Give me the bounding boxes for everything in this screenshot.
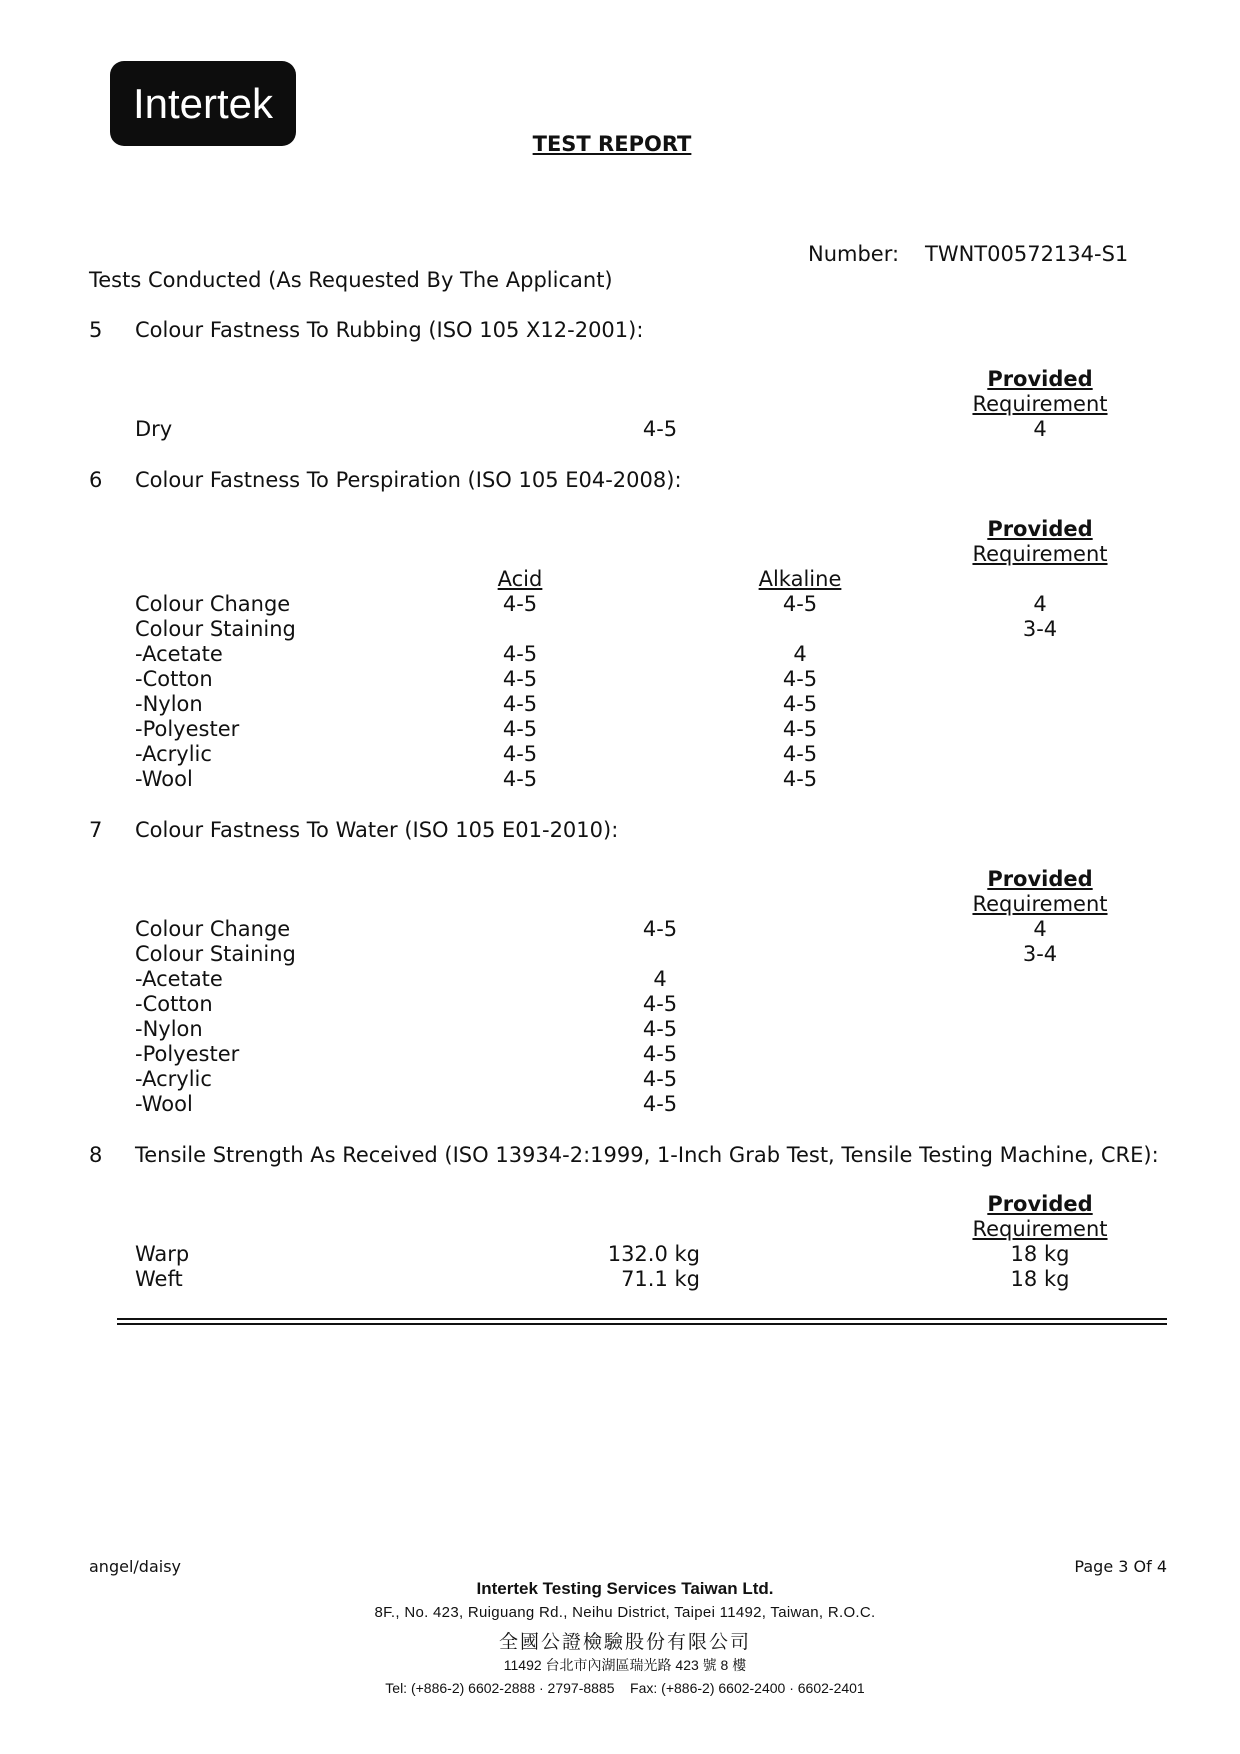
- provided-label: Provided: [987, 867, 1093, 891]
- preparer-initials: angel/daisy: [89, 1557, 181, 1576]
- row-label: Colour Staining: [135, 617, 296, 641]
- row-alkaline: 4-5: [782, 592, 818, 616]
- section-number: 6: [89, 468, 103, 492]
- section-title: Tensile Strength As Received (ISO 13934-2:1999, 1-Inch Grab Test, Tensile Testing Machine, CRE):: [135, 1143, 1159, 1167]
- row-acid: 4-5: [502, 642, 538, 666]
- footer-address-chinese: 11492 台北市內湖區瑞光路 423 號 8 樓: [503, 1657, 747, 1673]
- requirement-label: Requirement: [972, 542, 1108, 566]
- row-label: -Nylon: [135, 692, 203, 716]
- row-requirement: 4: [1033, 917, 1047, 941]
- row-label: Weft: [135, 1267, 183, 1291]
- logo-text: Intertek: [132, 79, 274, 127]
- row-value: 4-5: [642, 1017, 678, 1041]
- row-label: -Polyester: [135, 1042, 240, 1066]
- row-alkaline: 4-5: [782, 667, 818, 691]
- requirement-label: Requirement: [972, 392, 1108, 416]
- row-acid: 4-5: [502, 717, 538, 741]
- footer-address: 8F., No. 423, Ruiguang Rd., Neihu District, Taipei 11492, Taiwan, R.O.C.: [374, 1604, 876, 1621]
- acid-column-header: Acid: [497, 567, 543, 591]
- row-label: Colour Change: [135, 592, 291, 616]
- footer-company-chinese: 全國公證檢驗股份有限公司: [498, 1632, 751, 1653]
- requirement-label: Requirement: [972, 892, 1108, 916]
- provided-label: Provided: [987, 1192, 1093, 1216]
- row-label: Colour Change: [135, 917, 291, 941]
- report-number: TWNT00572134-S1: [925, 242, 1129, 266]
- row-label: Warp: [135, 1242, 190, 1266]
- requirement-label: Requirement: [972, 1217, 1108, 1241]
- row-value: 4-5: [642, 992, 678, 1016]
- row-alkaline: 4-5: [782, 692, 818, 716]
- number-label: Number:: [808, 242, 900, 266]
- provided-label: Provided: [987, 517, 1093, 541]
- row-requirement: 18 kg: [1010, 1242, 1070, 1266]
- row-acid: 4-5: [502, 742, 538, 766]
- row-value: 4: [653, 967, 667, 991]
- section-number: 7: [89, 818, 103, 842]
- divider-line: [117, 1318, 1167, 1320]
- row-acid: 4-5: [502, 692, 538, 716]
- tests-conducted-heading: Tests Conducted (As Requested By The Applicant): [89, 268, 613, 292]
- section-number: 5: [89, 318, 103, 342]
- footer-contact: Tel: (+886-2) 6602-2888 · 2797-8885 Fax: (+886-2) 6602-2400 · 6602-2401: [385, 1680, 865, 1696]
- row-label: -Wool: [135, 1092, 193, 1116]
- row-alkaline: 4: [793, 642, 807, 666]
- row-label: -Polyester: [135, 717, 240, 741]
- section-title: Colour Fastness To Water (ISO 105 E01-2010):: [135, 818, 619, 842]
- row-acid: 4-5: [502, 667, 538, 691]
- row-value: 4-5: [642, 1067, 678, 1091]
- row-alkaline: 4-5: [782, 717, 818, 741]
- row-label: -Acetate: [135, 642, 223, 666]
- row-requirement: 18 kg: [1010, 1267, 1070, 1291]
- section-title: Colour Fastness To Rubbing (ISO 105 X12-2001):: [135, 318, 644, 342]
- page-number: Page 3 Of 4: [1074, 1557, 1167, 1576]
- row-value: 132.0 kg: [607, 1242, 700, 1266]
- row-requirement: 4: [1033, 592, 1047, 616]
- row-value: 4-5: [642, 917, 678, 941]
- row-value: 4-5: [642, 417, 678, 441]
- row-acid: 4-5: [502, 592, 538, 616]
- row-label: Colour Staining: [135, 942, 296, 966]
- alkaline-column-header: Alkaline: [758, 567, 842, 591]
- row-value: 71.1 kg: [621, 1267, 700, 1291]
- row-acid: 4-5: [502, 767, 538, 791]
- provided-label: Provided: [987, 367, 1093, 391]
- row-requirement: 3-4: [1022, 942, 1058, 966]
- row-requirement: 4: [1033, 417, 1047, 441]
- section-number: 8: [89, 1143, 103, 1167]
- row-value: 4-5: [642, 1042, 678, 1066]
- section-title: Colour Fastness To Perspiration (ISO 105 E04-2008):: [135, 468, 682, 492]
- row-label: -Acetate: [135, 967, 223, 991]
- row-alkaline: 4-5: [782, 767, 818, 791]
- row-label: -Acrylic: [135, 1067, 212, 1091]
- divider-line: [117, 1323, 1167, 1325]
- row-label: Dry: [135, 417, 173, 441]
- footer-company: Intertek Testing Services Taiwan Ltd.: [476, 1579, 774, 1598]
- row-value: 4-5: [642, 1092, 678, 1116]
- row-label: -Nylon: [135, 1017, 203, 1041]
- row-label: -Cotton: [135, 667, 213, 691]
- row-label: -Cotton: [135, 992, 213, 1016]
- report-title: TEST REPORT: [532, 132, 692, 156]
- row-label: -Acrylic: [135, 742, 212, 766]
- row-requirement: 3-4: [1022, 617, 1058, 641]
- row-label: -Wool: [135, 767, 193, 791]
- row-alkaline: 4-5: [782, 742, 818, 766]
